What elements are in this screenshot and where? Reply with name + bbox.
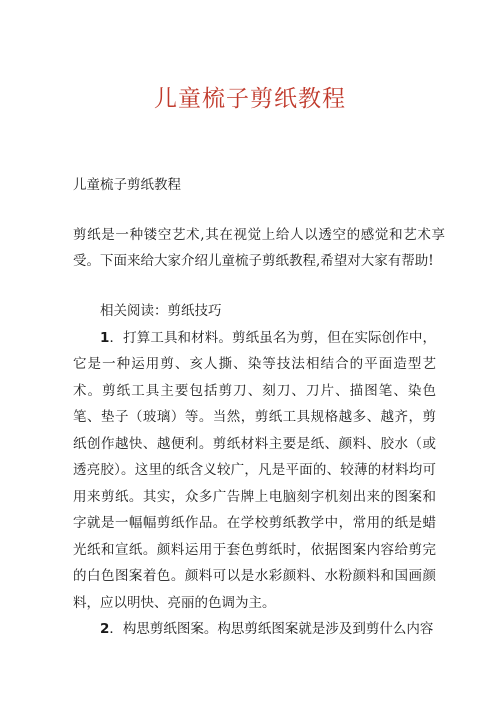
section-number: 2	[100, 621, 110, 637]
document-title: 儿童梳子剪纸教程	[154, 86, 346, 112]
intro-paragraph: 剪纸是一种镂空艺术,其在视觉上给人以透空的感觉和艺术享受。下面来给大家介绍儿童梳子剪纸教程,希望对大家有帮助!	[73, 227, 445, 269]
related-reading: 相关阅读：剪纸技巧	[100, 303, 222, 319]
document-body	[73, 298, 436, 643]
section-text: ．打算工具和材料。剪纸虽名为剪，但在实际创作中，它是一种运用剪、亥人撕、染等技法相结合的平面造型艺术。剪纸工具主要包括剪刀、刻刀、刀片、描图笔、染色笔、垫子（玻璃）等。当然，剪纸工具规格越多、越齐，剪纸创作越快、越便利。剪纸材料主要是纸、颜料、胶水（或透亮胶）。这里的纸含义较广，凡是平面的、较薄的材料均可用来剪纸。其实，众多广告牌上电脑刻字机刻出来的图案和字就是一幅幅剪纸作品。在学校剪纸教学中，常用的纸是蜡光纸和宣纸。颜料运用于套色剪纸时，依据图案内容给剪完的白色图案着色。颜料可以是水彩颜料、水粉颜料和国画颜料，应以明快、亮丽的色调为主。	[73, 329, 436, 611]
section-text: ．构思剪纸图案。构思剪纸图案就是涉及到剪什么内容	[109, 621, 434, 637]
document-subtitle: 儿童梳子剪纸教程	[73, 177, 181, 193]
section-paragraph	[73, 325, 436, 617]
section-number: 1	[100, 329, 110, 346]
section-paragraph	[73, 616, 436, 643]
